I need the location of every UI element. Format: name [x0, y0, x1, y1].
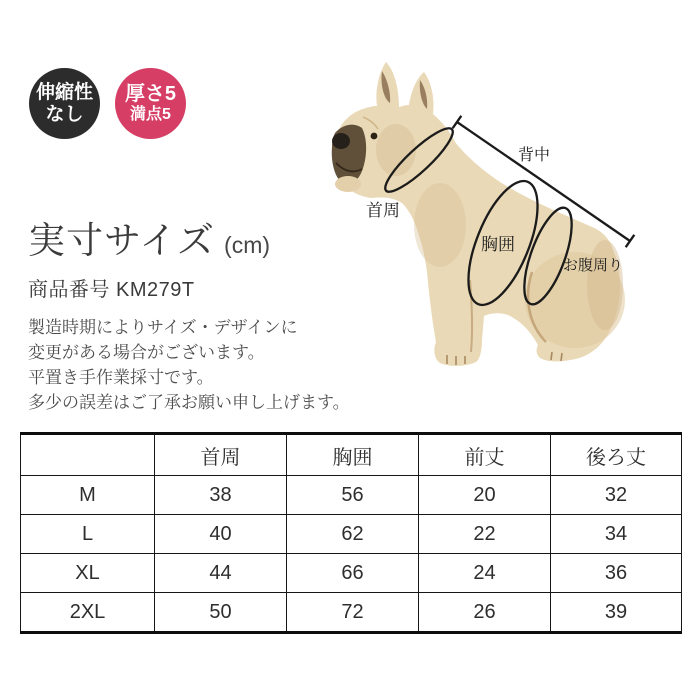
thickness-badge-line2: 満点5: [130, 105, 171, 123]
table-row: [21, 554, 682, 593]
title-row: [28, 210, 378, 264]
size-cell: XL: [21, 554, 155, 593]
rump-shading: [587, 240, 623, 330]
belly-label: お腹周り: [563, 257, 624, 274]
table-header-row: [21, 434, 682, 476]
note-line: 多少の誤差はご了承お願い申し上げます。: [28, 393, 350, 412]
measurement-notes: [28, 315, 378, 415]
size-cell: 2XL: [21, 593, 155, 633]
thickness-badge: [115, 68, 186, 139]
page-title: 実寸サイズ: [28, 220, 216, 261]
header-cell-front-length: 前丈: [419, 434, 551, 476]
value-cell: 36: [551, 554, 682, 593]
stretch-badge: [29, 68, 100, 139]
header-cell-size: [21, 434, 155, 476]
size-cell: L: [21, 515, 155, 554]
value-cell: 50: [155, 593, 287, 633]
thickness-badge-line1: 厚さ5: [124, 83, 177, 106]
value-cell: 32: [551, 476, 682, 515]
product-number: 商品番号 KM279T: [28, 279, 195, 301]
value-cell: 40: [155, 515, 287, 554]
header-cell-neck: 首周: [155, 434, 287, 476]
neck-shading: [414, 183, 466, 267]
value-cell: 66: [287, 554, 419, 593]
value-cell: 34: [551, 515, 682, 554]
value-cell: 72: [287, 593, 419, 633]
value-cell: 20: [419, 476, 551, 515]
value-cell: 22: [419, 515, 551, 554]
stretch-badge-line1: 伸縮性: [35, 82, 93, 104]
value-cell: 44: [155, 554, 287, 593]
note-line: 製造時期によりサイズ・デザインに: [28, 318, 298, 337]
note-line: 変更がある場合がございます。: [28, 343, 265, 362]
value-cell: 62: [287, 515, 419, 554]
back-line-tick-end: [626, 235, 635, 247]
neck-label: 首周: [366, 201, 400, 220]
table-row: [21, 515, 682, 554]
table-row: [21, 593, 682, 633]
dog-nose: [332, 133, 350, 149]
value-cell: 26: [419, 593, 551, 633]
size-table: [20, 432, 682, 634]
dog-chin: [335, 176, 361, 192]
back-line-tick-start: [453, 116, 462, 128]
dog-eye: [371, 133, 378, 140]
table-row: [21, 476, 682, 515]
value-cell: 24: [419, 554, 551, 593]
stretch-badge-line2: なし: [45, 103, 84, 125]
value-cell: 56: [287, 476, 419, 515]
header-cell-back-length: 後ろ丈: [551, 434, 682, 476]
unit-label: (cm): [224, 232, 271, 258]
value-cell: 39: [551, 593, 682, 633]
header-cell-chest: 胸囲: [287, 434, 419, 476]
value-cell: 38: [155, 476, 287, 515]
note-line: 平置き手作業採寸です。: [28, 368, 214, 387]
chest-label: 胸囲: [481, 235, 515, 254]
size-info-block: [28, 210, 378, 415]
size-cell: M: [21, 476, 155, 515]
back-label: 背中: [518, 147, 551, 164]
